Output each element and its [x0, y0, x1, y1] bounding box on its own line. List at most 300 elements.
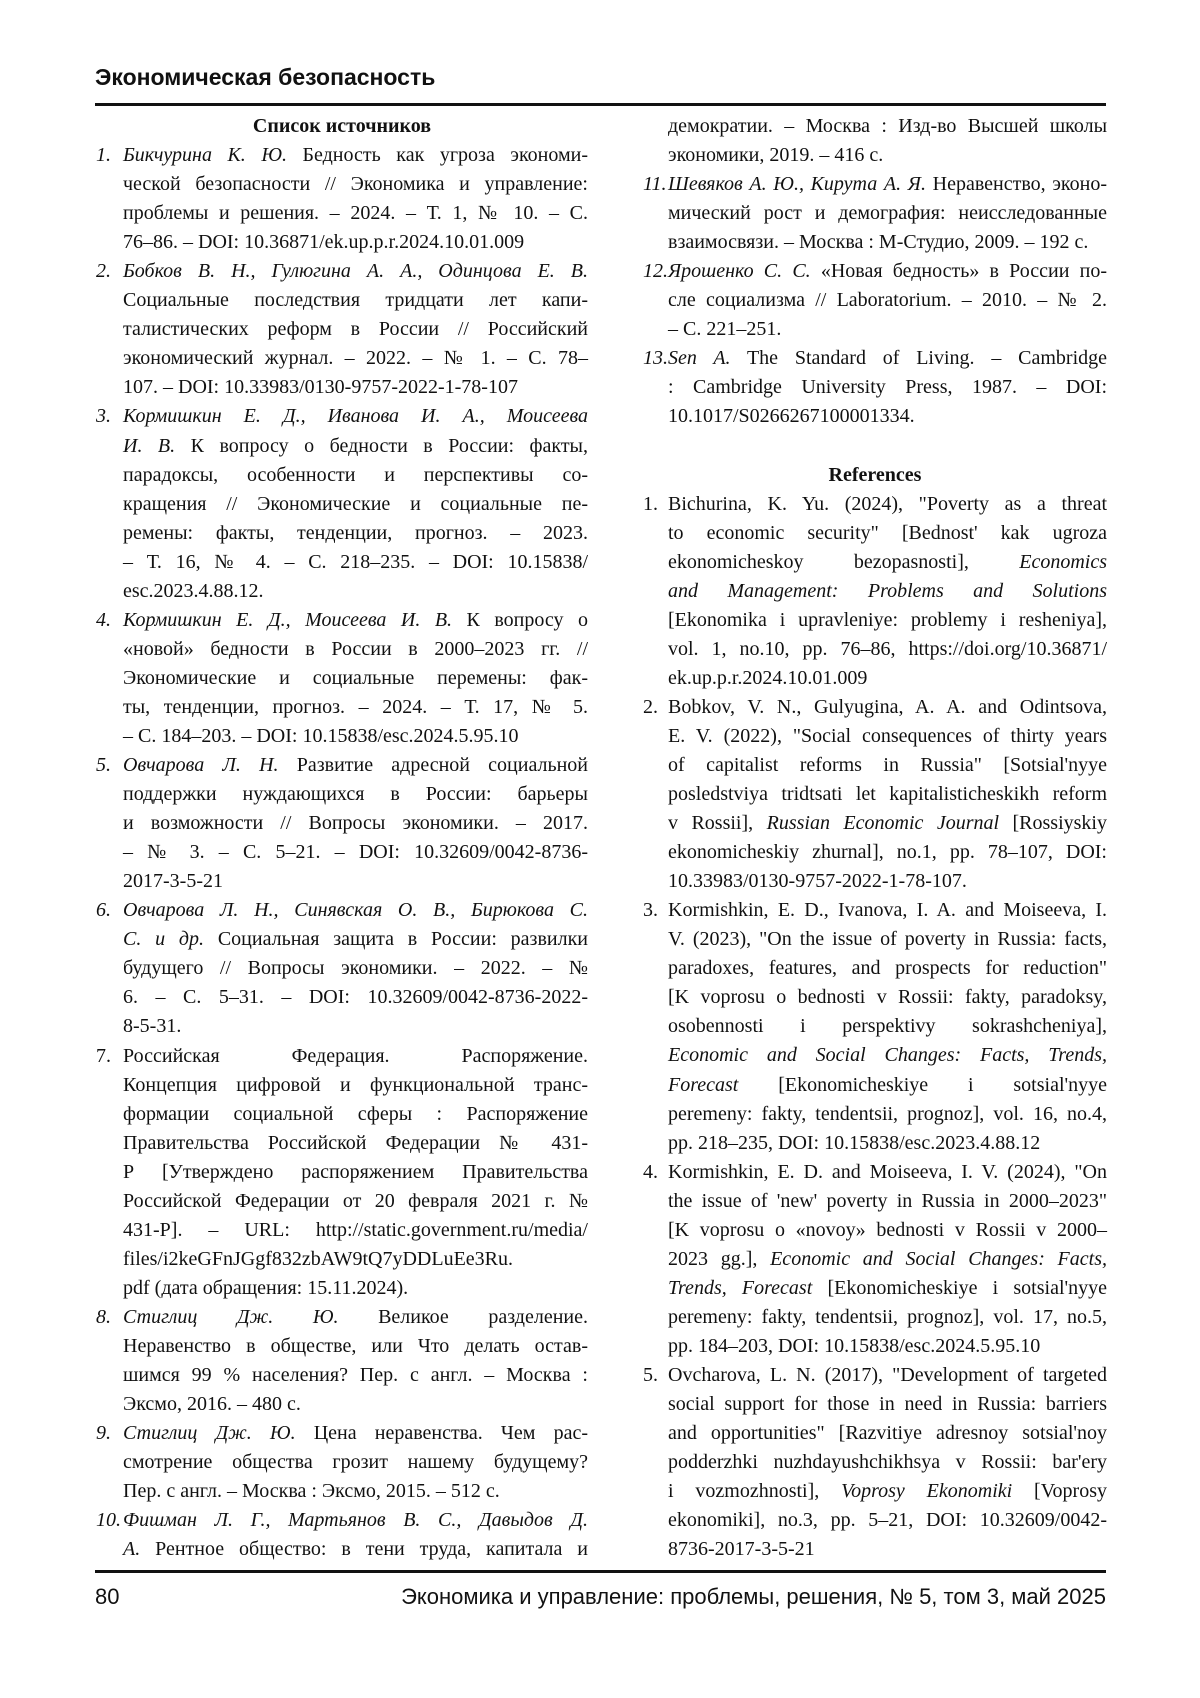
text-line — [668, 1390, 1107, 1419]
text-line — [123, 577, 588, 606]
text-line — [668, 1129, 1107, 1158]
text-line — [123, 1187, 588, 1216]
entry-number: 1. — [643, 490, 658, 519]
line-content — [668, 1103, 1107, 1125]
text-segment: [Ekonomicheskiye i sotsial'nyye — [812, 1277, 1107, 1299]
reference-entry — [643, 693, 1107, 896]
entry-number: 4. — [643, 1158, 658, 1187]
text-line — [668, 1361, 1107, 1390]
text-segment: ek.up.p.r.2024.10.01.009 — [668, 667, 867, 689]
text-line — [123, 1477, 588, 1506]
text-segment: pdf (дата обращения: 15.11.2024). — [123, 1277, 408, 1299]
text-segment: paradoxes, features, and prospects for reduction" — [668, 957, 1107, 979]
text-line — [123, 1274, 588, 1303]
text-segment: 10.1017/S0266267100001334. — [668, 405, 915, 427]
text-segment: Развитие адресной социальной — [279, 754, 588, 776]
reference-entry — [643, 1361, 1107, 1564]
text-line — [123, 315, 588, 344]
text-segment: Великое разделение. — [338, 1306, 588, 1328]
text-line — [123, 1158, 588, 1187]
text-segment: [Voprosy — [1012, 1480, 1107, 1502]
text-line — [668, 1187, 1107, 1216]
text-segment: экономики, 2019. – 416 с. — [668, 144, 883, 166]
text-segment: Ovcharova, L. N. (2017), "Development of targeted — [668, 1364, 1107, 1386]
reference-entry — [643, 1158, 1107, 1361]
text-segment: 76–86. – DOI: 10.36871/ek.up.p.r.2024.10.01.009 — [123, 231, 524, 253]
line-content — [123, 1480, 500, 1502]
entry-number: 5. — [96, 751, 111, 780]
header-rule — [95, 103, 1106, 106]
text-line — [123, 1332, 588, 1361]
text-segment: Пер. с англ. – Москва : Эксмо, 2015. – 512 с. — [123, 1480, 500, 1502]
text-segment: ekonomicheskoy bezopasnosti], — [668, 551, 1019, 573]
line-content — [668, 115, 1107, 137]
text-line — [668, 1274, 1107, 1303]
line-content — [668, 1219, 1107, 1241]
line-content — [668, 1538, 815, 1560]
italic-segment: Forecast — [668, 1074, 738, 1096]
line-content — [123, 754, 588, 776]
line-content — [123, 957, 588, 979]
text-line — [668, 1216, 1107, 1245]
entry-number: 13. — [643, 344, 668, 373]
text-line — [123, 1419, 588, 1448]
line-content — [123, 899, 588, 921]
text-line — [668, 548, 1107, 577]
line-content — [668, 696, 1107, 718]
text-line — [668, 402, 1107, 431]
text-segment: 107. – DOI: 10.33983/0130-9757-2022-1-78-107 — [123, 376, 518, 398]
line-content — [668, 1364, 1107, 1386]
reference-entry — [96, 751, 588, 896]
line-content — [123, 347, 588, 369]
text-line — [123, 141, 588, 170]
text-line — [123, 1535, 588, 1564]
line-content — [668, 725, 1107, 747]
text-segment: ekonomicheskiy zhurnal], no.1, pp. 78–107, DOI: — [668, 841, 1107, 863]
text-line — [123, 199, 588, 228]
line-content — [668, 1074, 1107, 1096]
entry-number: 3. — [96, 402, 111, 431]
reference-entry — [643, 170, 1107, 257]
text-segment: – С. 221–251. — [668, 318, 781, 340]
text-line — [668, 228, 1107, 257]
text-segment: 8736-2017-3-5-21 — [668, 1538, 815, 1560]
line-content — [123, 812, 588, 834]
line-content — [123, 1161, 588, 1183]
line-content — [668, 1277, 1107, 1299]
entry-text — [668, 896, 1107, 1157]
line-content — [668, 754, 1107, 776]
text-segment: social support for those in need in Russia: barriers — [668, 1393, 1107, 1415]
text-line — [668, 344, 1107, 373]
line-content — [668, 841, 1107, 863]
line-content — [123, 318, 588, 340]
text-line — [668, 751, 1107, 780]
line-content — [123, 928, 588, 950]
text-segment: 2023 gg.], — [668, 1248, 770, 1270]
spacer — [643, 432, 1107, 461]
text-line — [668, 838, 1107, 867]
text-line — [668, 954, 1107, 983]
italic-segment: Фишман Л. Г., Мартьянов В. С., Давыдов Д. — [123, 1509, 588, 1531]
text-segment: peremeny: fakty, tendentsii, prognoz], vol. 17, no.5, — [668, 1306, 1107, 1328]
italic-segment: Ярошенко С. С. — [668, 260, 811, 282]
italic-segment: Бобков В. Н., Гулюгина А. А., Одинцова Е. В. — [123, 260, 588, 282]
text-line — [123, 606, 588, 635]
page-number: 80 — [95, 1584, 119, 1610]
italic-segment: Стиглиц Дж. Ю. — [123, 1422, 296, 1444]
entry-text — [668, 1158, 1107, 1361]
reference-entry — [643, 490, 1107, 693]
line-content — [123, 1509, 588, 1531]
text-segment: – № 3. – С. 5–21. – DOI: 10.32609/0042-8736- — [123, 841, 588, 863]
text-segment: Kormishkin, E. D., Ivanova, I. A. and Moiseeva, I. — [668, 899, 1107, 921]
text-line — [668, 577, 1107, 606]
text-segment: : Cambridge University Press, 1987. – DOI: — [668, 376, 1107, 398]
italic-segment: Economic and Social Changes: Facts, Trends, — [668, 1044, 1107, 1066]
text-segment: демократии. – Москва : Изд-во Высшей школы — [668, 115, 1107, 137]
text-segment: парадоксы, особенности и перспективы со- — [123, 464, 588, 486]
text-line — [123, 344, 588, 373]
text-segment: формации социальной сферы : Распоряжение — [123, 1103, 588, 1125]
line-content — [123, 231, 524, 253]
text-segment: ческой безопасности // Экономика и управление: — [123, 173, 588, 195]
line-content — [123, 986, 588, 1008]
line-content — [123, 1015, 181, 1037]
line-content — [123, 464, 588, 486]
entry-number: 3. — [643, 896, 658, 925]
text-segment: 8-5-31. — [123, 1015, 181, 1037]
text-segment: ты, тенденции, прогноз. – 2024. – Т. 17, № 5. — [123, 696, 588, 718]
italic-segment: Шевяков А. Ю., Кирута А. Я. — [668, 173, 926, 195]
reference-entry — [96, 1042, 588, 1303]
line-content — [123, 696, 588, 718]
entry-text — [123, 1506, 588, 1564]
reference-entry — [96, 1419, 588, 1506]
text-line — [668, 1041, 1107, 1070]
italic-segment: А. — [123, 1538, 140, 1560]
footer-rule — [95, 1570, 1106, 1573]
line-content — [123, 1190, 588, 1212]
line-content — [668, 522, 1107, 544]
italic-segment: Стиглиц Дж. Ю. — [123, 1306, 338, 1328]
text-line — [668, 664, 1107, 693]
text-segment: – С. 184–203. – DOI: 10.15838/esc.2024.5.95.10 — [123, 725, 519, 747]
text-segment: Bobkov, V. N., Gulyugina, A. A. and Odintsova, — [668, 696, 1107, 718]
line-content — [668, 493, 1107, 515]
line-content — [668, 1422, 1107, 1444]
text-line — [123, 809, 588, 838]
line-content — [668, 318, 781, 340]
text-segment: Российской Федерации от 20 февраля 2021 г. № — [123, 1190, 588, 1212]
italic-segment: Овчарова Л. Н., Синявская О. В., Бирюкова С. — [123, 899, 588, 921]
text-line — [123, 519, 588, 548]
line-content — [123, 405, 588, 427]
line-content — [123, 783, 588, 805]
text-line — [668, 490, 1107, 519]
reference-entry — [643, 257, 1107, 344]
reference-entry — [96, 141, 588, 257]
text-segment: К вопросу о — [452, 609, 588, 631]
line-content — [123, 173, 588, 195]
line-content — [123, 1132, 588, 1154]
text-segment: Социальная защита в России: развилки — [204, 928, 588, 950]
text-segment: Эксмо, 2016. – 480 с. — [123, 1393, 301, 1415]
entry-text — [123, 751, 588, 896]
italic-segment: И. В. — [123, 435, 175, 457]
line-content — [123, 1103, 588, 1125]
text-line — [668, 983, 1107, 1012]
line-content — [123, 1045, 588, 1067]
sources-column — [96, 112, 588, 1564]
text-segment: шимся 99 % населения? Пер. с англ. – Москва : — [123, 1364, 588, 1386]
entry-number: 2. — [643, 693, 658, 722]
entry-number: 8. — [96, 1303, 111, 1332]
text-line — [668, 315, 1107, 344]
line-content — [123, 1277, 408, 1299]
text-line — [123, 1245, 588, 1274]
text-segment: E. V. (2022), "Social consequences of thirty years — [668, 725, 1107, 747]
text-segment: Бедность как угроза экономи- — [287, 144, 588, 166]
text-segment: 2017-3-5-21 — [123, 870, 223, 892]
text-line — [668, 1332, 1107, 1361]
line-content — [123, 493, 588, 515]
line-content — [668, 986, 1107, 1008]
text-line — [668, 896, 1107, 925]
text-line — [668, 1303, 1107, 1332]
line-content — [668, 376, 1107, 398]
text-segment: [K voprosu o bednosti v Rossii: fakty, paradoksy, — [668, 986, 1107, 1008]
line-content — [668, 405, 915, 427]
text-line — [668, 1100, 1107, 1129]
line-content — [668, 812, 1107, 834]
text-line — [668, 1245, 1107, 1274]
reference-entry — [96, 896, 588, 1041]
text-line — [668, 925, 1107, 954]
text-line — [123, 1071, 588, 1100]
line-content — [123, 289, 588, 311]
text-segment: to economic security" [Bednost' kak ugroza — [668, 522, 1107, 544]
italic-segment: Овчарова Л. Н. — [123, 754, 279, 776]
entry-number: 4. — [96, 606, 111, 635]
text-line — [668, 780, 1107, 809]
italic-segment: Voprosy Ekonomiki — [841, 1480, 1012, 1502]
line-content — [123, 1306, 588, 1328]
line-content — [668, 144, 883, 166]
line-content — [668, 609, 1107, 631]
text-segment: Р [Утверждено распоряжением Правительства — [123, 1161, 588, 1183]
line-content — [123, 1451, 588, 1473]
entry-text — [668, 490, 1107, 693]
text-segment: osobennosti i perspektivy sokrashcheniya], — [668, 1015, 1107, 1037]
entry-number: 6. — [96, 896, 111, 925]
entry-text — [668, 170, 1107, 257]
italic-segment: Кормишкин Е. Д., Иванова И. А., Моисеева — [123, 405, 588, 427]
entry-number: 12. — [643, 257, 668, 286]
reference-entry — [96, 606, 588, 751]
line-content — [668, 1509, 1107, 1531]
text-line — [668, 519, 1107, 548]
text-segment: podderzhki nuzhdayushchikhsya v Rossii: bar'ery — [668, 1451, 1107, 1473]
text-segment: the issue of 'new' poverty in Russia in 2000–2023" — [668, 1190, 1107, 1212]
text-line — [668, 635, 1107, 664]
text-segment: и возможности // Вопросы экономики. – 2017. — [123, 812, 588, 834]
text-segment: [Rossiyskiy — [999, 812, 1107, 834]
text-line — [668, 1506, 1107, 1535]
line-content — [668, 638, 1107, 660]
text-segment: взаимосвязи. – Москва : М-Студио, 2009. – 192 с. — [668, 231, 1088, 253]
italic-segment: Кормишкин Е. Д., Моисеева И. В. — [123, 609, 452, 631]
line-content — [668, 580, 1107, 602]
text-segment: and opportunities" [Razvitiye adresnoy sotsial'noy — [668, 1422, 1107, 1444]
reference-entry — [643, 896, 1107, 1157]
text-segment: Неравенство, эконо- — [926, 173, 1107, 195]
line-content — [123, 1219, 588, 1241]
text-line — [123, 490, 588, 519]
line-content — [123, 1538, 588, 1560]
line-content — [668, 173, 1107, 195]
sources-list — [96, 141, 588, 1564]
line-content — [123, 144, 588, 166]
text-segment: [Ekonomika i upravleniye: problemy i resheniya], — [668, 609, 1107, 631]
text-segment: К вопросу о бедности в России: факты, — [175, 435, 588, 457]
text-line — [123, 1390, 588, 1419]
text-line — [668, 1012, 1107, 1041]
text-line — [668, 373, 1107, 402]
line-content — [123, 609, 588, 631]
entry-text — [123, 1303, 588, 1419]
text-line — [668, 722, 1107, 751]
text-line — [123, 722, 588, 751]
line-content — [668, 899, 1107, 921]
entry-text — [668, 257, 1107, 344]
entry-number: 5. — [643, 1361, 658, 1390]
text-segment: смотрение общества грозит нашему будущему? — [123, 1451, 588, 1473]
line-content — [668, 667, 867, 689]
reference-entry — [96, 1506, 588, 1564]
italic-segment: Russian Economic Journal — [767, 812, 999, 834]
text-segment: сле социализма // Laboratorium. – 2010. – № 2. — [668, 289, 1107, 311]
entry-number: 10. — [96, 1506, 121, 1535]
line-content — [668, 260, 1107, 282]
line-content — [123, 1393, 301, 1415]
entry-text — [668, 344, 1107, 431]
text-segment: The Standard of Living. – Cambridge — [731, 347, 1107, 369]
italic-segment: and Management: Problems and Solutions — [668, 580, 1107, 602]
line-content — [668, 928, 1107, 950]
italic-segment: С. и др. — [123, 928, 204, 950]
text-line — [123, 1448, 588, 1477]
entry-number: 2. — [96, 257, 111, 286]
italic-segment: Sen A. — [668, 347, 731, 369]
section-title: Экономическая безопасность — [95, 64, 435, 91]
text-line — [123, 867, 588, 896]
text-segment: Российская Федерация. Распоряжение. — [123, 1045, 588, 1067]
text-segment: 6. – С. 5–31. – DOI: 10.32609/0042-8736-2022- — [123, 986, 588, 1008]
text-line — [668, 286, 1107, 315]
sources-continuation — [668, 112, 1107, 170]
line-content — [668, 289, 1107, 311]
entry-number: 9. — [96, 1419, 111, 1448]
text-segment: files/i2keGFnJGgf832zbAW9tQ7yDDLuEe3Ru. — [123, 1248, 513, 1270]
text-line — [123, 1303, 588, 1332]
line-content — [123, 667, 588, 689]
text-line — [123, 954, 588, 983]
entry-text — [123, 141, 588, 257]
line-content — [668, 1044, 1107, 1066]
text-segment: Правительства Российской Федерации № 431- — [123, 1132, 588, 1154]
text-line — [123, 170, 588, 199]
text-segment: [K voprosu o «novoy» bednosti v Rossii v 2000– — [668, 1219, 1107, 1241]
line-content — [668, 1015, 1107, 1037]
text-segment: ekonomiki], no.3, pp. 5–21, DOI: 10.32609/0042- — [668, 1509, 1107, 1531]
text-segment: i vozmozhnosti], — [668, 1480, 841, 1502]
text-segment: проблемы и решения. – 2024. – Т. 1, № 10. – С. — [123, 202, 588, 224]
line-content — [668, 1248, 1107, 1270]
text-line — [668, 1535, 1107, 1564]
sources-list-continued — [643, 170, 1107, 431]
text-segment: поддержки нуждающихся в России: барьеры — [123, 783, 588, 805]
text-segment: 10.33983/0130-9757-2022-1-78-107. — [668, 870, 967, 892]
entry-number: 7. — [96, 1042, 111, 1071]
text-segment: v Rossii], — [668, 812, 767, 834]
line-content — [668, 1451, 1107, 1473]
text-segment: esc.2023.4.88.12. — [123, 580, 264, 602]
text-line — [123, 548, 588, 577]
line-content — [668, 1132, 1040, 1154]
text-line — [668, 1448, 1107, 1477]
text-line — [123, 983, 588, 1012]
entry-text — [123, 896, 588, 1041]
text-segment: будущего // Вопросы экономики. – 2022. – № — [123, 957, 588, 979]
text-segment: 431-Р]. – URL: http://static.government.ru/media/ — [123, 1219, 588, 1241]
italic-segment: Economic and Social Changes: Facts, — [770, 1248, 1107, 1270]
line-content — [668, 957, 1107, 979]
text-segment: «новой» бедности в России в 2000–2023 гг. // — [123, 638, 588, 660]
text-line — [668, 141, 1107, 170]
text-line — [123, 373, 588, 402]
references-heading: References — [643, 461, 1107, 490]
italic-segment: Trends, Forecast — [668, 1277, 812, 1299]
line-content — [123, 435, 588, 457]
text-line — [123, 461, 588, 490]
line-content — [123, 580, 264, 602]
text-segment: Концепция цифровой и функциональной транс- — [123, 1074, 588, 1096]
text-segment: pp. 184–203, DOI: 10.15838/esc.2024.5.95.10 — [668, 1335, 1040, 1357]
text-segment: of capitalist reforms in Russia" [Sotsial'nyye — [668, 754, 1107, 776]
text-line — [668, 1158, 1107, 1187]
line-content — [123, 1335, 588, 1357]
reference-entry — [96, 1303, 588, 1419]
text-segment: «Новая бедность» в России по- — [811, 260, 1107, 282]
text-segment: [Ekonomicheskiye i sotsial'nyye — [738, 1074, 1107, 1096]
line-content — [668, 1190, 1107, 1212]
entry-text — [123, 402, 588, 605]
entry-number: 11. — [643, 170, 667, 199]
text-segment: pp. 218–235, DOI: 10.15838/esc.2023.4.88.12 — [668, 1132, 1040, 1154]
text-segment: Bichurina, K. Yu. (2024), "Poverty as a threat — [668, 493, 1107, 515]
line-content — [123, 551, 588, 573]
line-content — [668, 783, 1107, 805]
text-line — [668, 257, 1107, 286]
sources-heading: Список источников — [96, 112, 588, 141]
text-segment: peremeny: fakty, tendentsii, prognoz], vol. 16, no.4, — [668, 1103, 1107, 1125]
line-content — [668, 347, 1107, 369]
text-line — [123, 1042, 588, 1071]
text-segment: кращения // Экономические и социальные пе- — [123, 493, 588, 515]
line-content — [668, 551, 1107, 573]
